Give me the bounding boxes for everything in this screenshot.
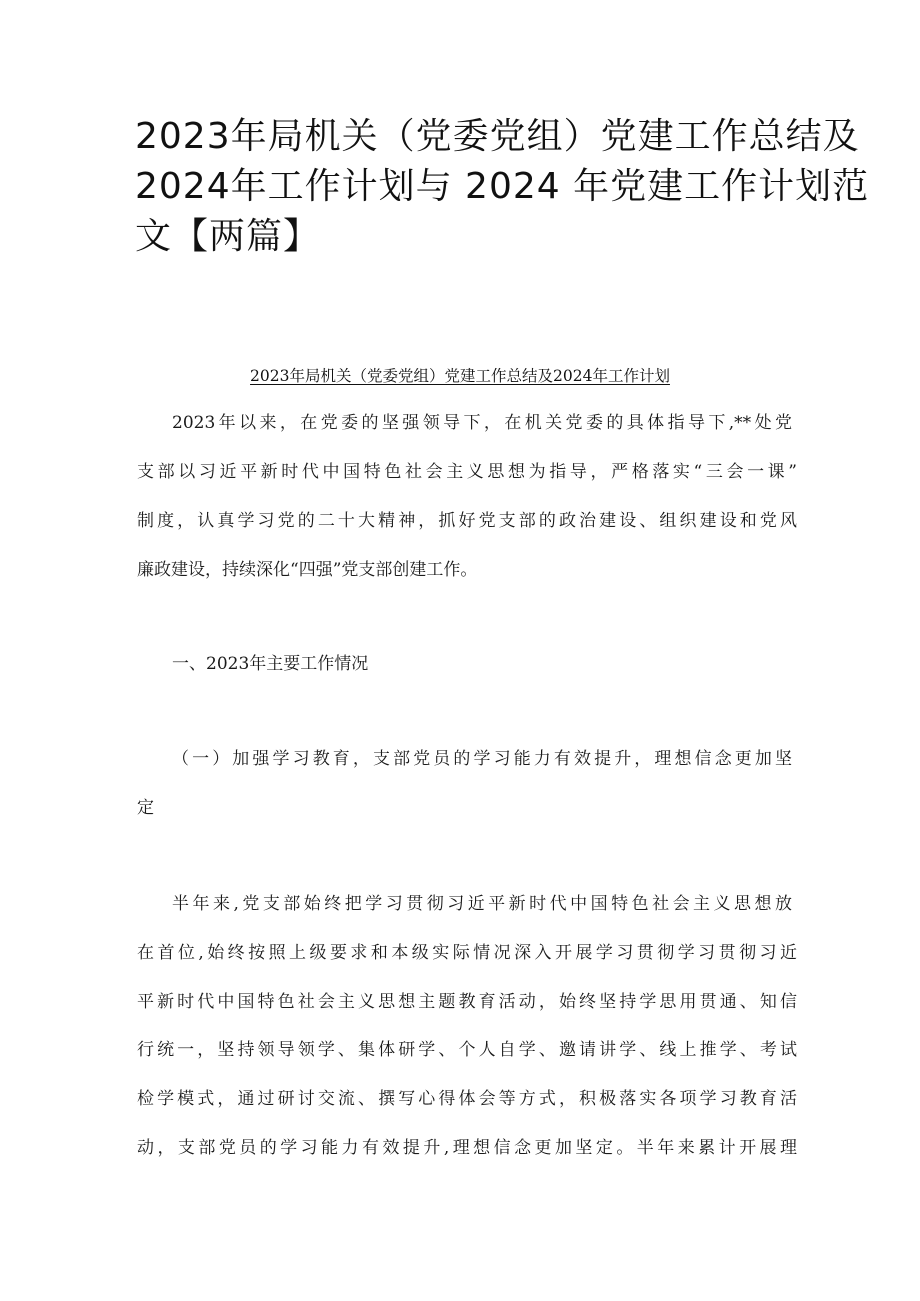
main-title-line-2: 2024年工作计划与 2024 年党建工作计划范 — [135, 166, 870, 207]
intro-paragraph-line: 支部以习近平新时代中国特色社会主义思想为指导，严格落实“三会一课” — [137, 462, 797, 482]
body-paragraph-line: 半年来,党支部始终把学习贯彻习近平新时代中国特色社会主义思想放 — [172, 894, 792, 914]
body-paragraph-line: 检学模式，通过研讨交流、撰写心得体会等方式，积极落实各项学习教育活 — [137, 1089, 797, 1109]
document-sub-title: 2023年局机关（党委党组）党建工作总结及2024年工作计划 — [250, 367, 670, 385]
body-paragraph-line: 在首位,始终按照上级要求和本级实际情况深入开展学习贯彻学习贯彻习近 — [137, 943, 797, 963]
intro-paragraph-line: 2023年以来，在党委的坚强领导下，在机关党委的具体指导下,**处党 — [172, 413, 792, 433]
body-paragraph-line: 动，支部党员的学习能力有效提升,理想信念更加坚定。半年来累计开展理 — [137, 1138, 797, 1158]
document-main-title — [135, 112, 870, 262]
body-paragraph-line: 平新时代中国特色社会主义思想主题教育活动，始终坚持学思用贯通、知信 — [137, 992, 797, 1012]
subsection-heading-line: （一）加强学习教育，支部党员的学习能力有效提升，理想信念更加坚 — [172, 749, 792, 769]
body-paragraph-line: 行统一，坚持领导领学、集体研学、个人自学、邀请讲学、线上推学、考试 — [137, 1040, 797, 1060]
intro-paragraph-line: 廉政建设，持续深化“四强”党支部创建工作。 — [137, 560, 478, 580]
main-title-line-1: 2023年局机关（党委党组）党建工作总结及 — [135, 116, 860, 157]
subsection-heading-line: 定 — [137, 798, 154, 818]
section-heading: 一、2023年主要工作情况 — [172, 654, 369, 674]
main-title-line-3: 文【两篇】 — [135, 216, 321, 257]
intro-paragraph-line: 制度，认真学习党的二十大精神，抓好党支部的政治建设、组织建设和党风 — [137, 511, 797, 531]
